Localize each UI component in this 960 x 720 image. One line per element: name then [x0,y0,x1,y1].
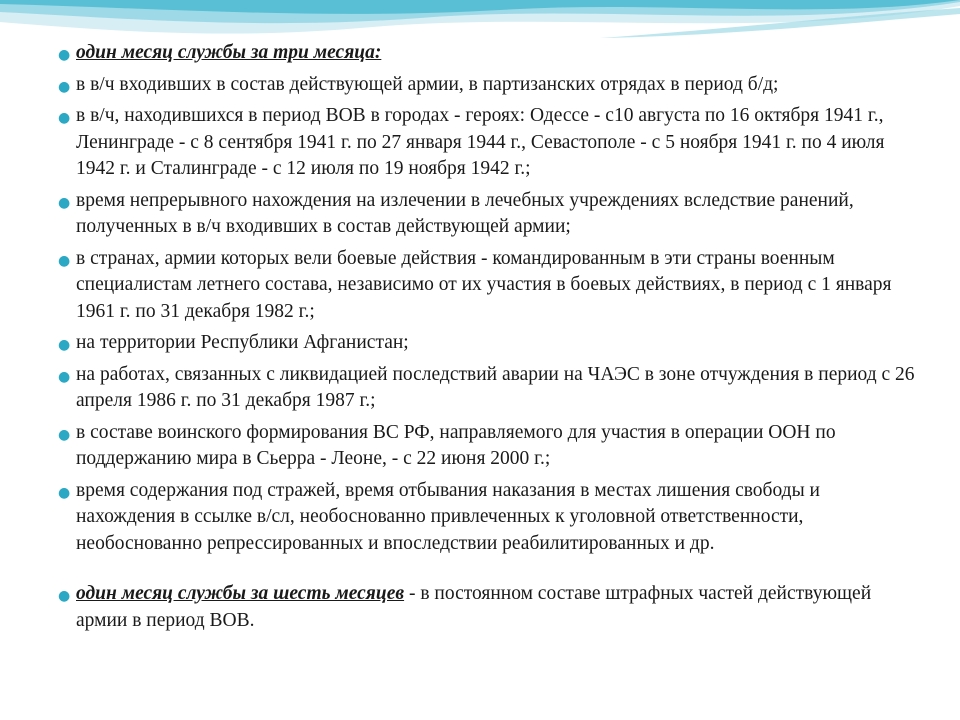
item-text: в в/ч входивших в состав действующей армии, в партизанских отрядах в период б/д; [76,73,779,95]
list-item-8 [58,420,918,473]
bullet-list [58,40,918,639]
list-item-5 [58,246,918,326]
list-item-2 [58,72,918,99]
emphasis-heading: один месяц службы за три месяца: [76,42,382,63]
bullet-dot-icon: ● [58,368,71,385]
item-text: - в постоянном составе штрафных частей действующей армии в период ВОВ. [76,583,872,631]
list-item-7 [58,362,918,415]
list-item-4 [58,188,918,241]
list-item-1 [58,40,918,67]
item-text: в составе воинского формирования ВС РФ, направляемого для участия в операции ООН по поддержанию мира в Сьерра - Леоне, - с 22 июня 2000 г.; [76,421,836,469]
bullet-dot-icon: ● [58,337,71,353]
item-text: на работах, связанных с ликвидацией последствий аварии на ЧАЭС в зоне отчуждения в период с 26 апреля 1986 г. по 31 декабря 1987 г.; [76,363,915,411]
item-text: время содержания под стражей, время отбывания наказания в местах лишения свободы и нахождения в ссылке в/сл, необоснованно привлеченных к уголовной ответственности, необоснованно репрессированных и впоследствии реабилитированных и др. [76,479,820,554]
bullet-dot-icon: ● [58,110,71,126]
bullet-dot-icon: ● [58,194,71,211]
item-text: в странах, армии которых вели боевые действия - командированным в эти страны военным специалистам летнего состава, независимо от их участия в боевых действиях, в период с 1 января 1961 г. по 31 декабря 1982 г.; [76,247,892,322]
list-item-6 [58,330,918,357]
bullet-dot-icon: ● [58,78,71,95]
bullet-dot-icon: ● [58,47,71,63]
bullet-dot-icon: ● [58,252,71,269]
emphasis-heading: один месяц службы за шесть месяцев [76,583,405,604]
item-text: на территории Республики Афганистан; [76,332,409,353]
list-item-3 [58,103,918,183]
item-text: время непрерывного нахождения на излечении в лечебных учреждениях вследствие ранений, полученных в в/ч входивших в состав действующей армии; [76,189,854,237]
bullet-dot-icon: ● [58,426,71,443]
list-item-9 [58,478,918,558]
list-item-10 [58,581,918,634]
bullet-dot-icon: ● [58,588,71,604]
bullet-dot-icon: ● [58,484,71,501]
item-text: в в/ч, находившихся в период ВОВ в городах - героях: Одессе - с10 августа по 16 октября 1941 г., Ленинграде - с 8 сентября 1941 г. по 27 января 1944 г., Севастополе - с 5 ноября 1941 г. по 4 июля 1942 г. и Сталинграде - с 12 июля по 19 ноября 1942 г.; [76,105,885,179]
